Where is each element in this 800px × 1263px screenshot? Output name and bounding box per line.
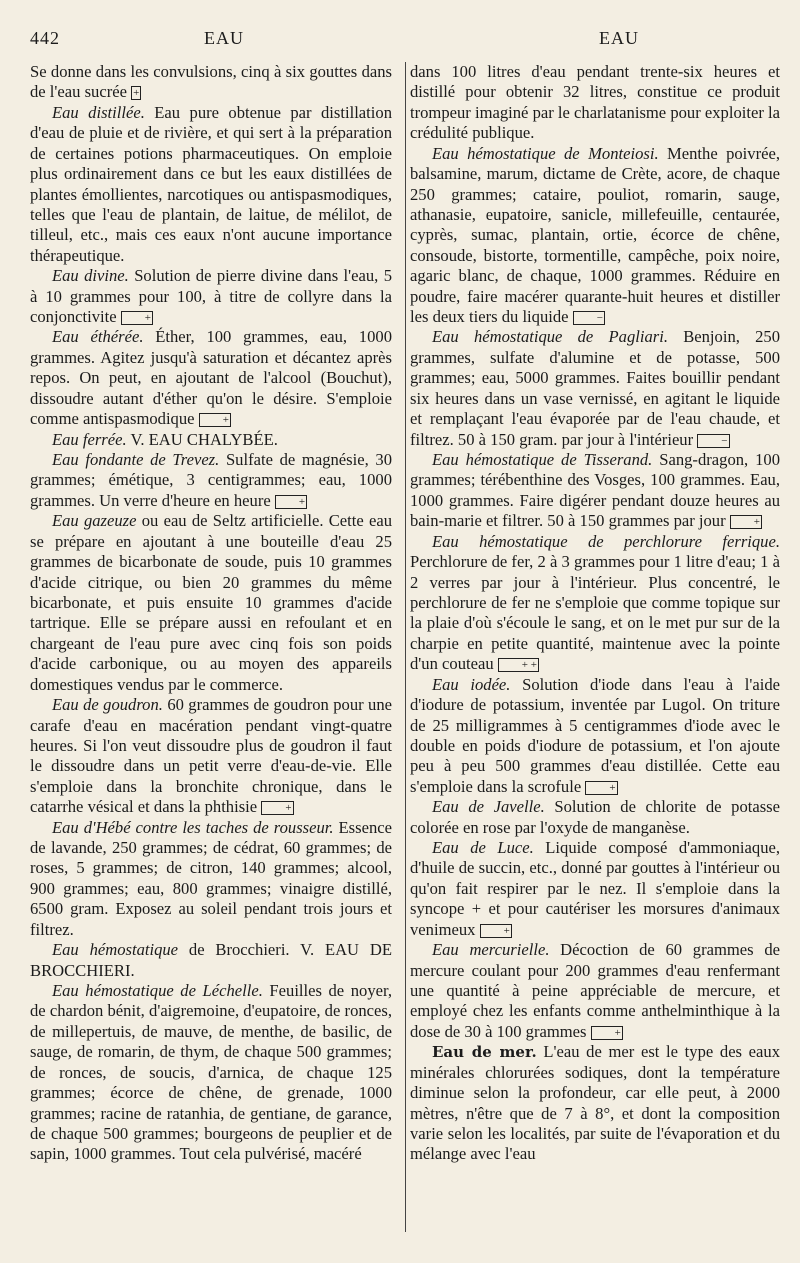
entry-paragraph xyxy=(410,62,780,144)
entry-paragraph xyxy=(410,327,780,450)
entry-term: Eau de Luce. xyxy=(432,838,534,858)
page-number: 442 xyxy=(30,28,60,48)
entry-paragraph xyxy=(410,1042,780,1165)
entry-term: Eau divine. xyxy=(52,266,129,286)
entry-text: L'eau de mer est le type des eaux minérales chlorurées sodiques, dont la température diminue selon la profondeur, car elle peut, à 2000 mètres, n'être que de 7 à 8°, et dont la composition varie selon les localités, par suite de l'évaporation et du mélange avec l'eau xyxy=(410,1042,780,1164)
efficacy-sign-icon: + xyxy=(199,413,231,427)
entry-text: Liquide composé d'ammoniaque, d'huile de succin, etc., donné par gouttes à l'intérieur ou qu'on fait respirer par le nez. Il s'emploie dans la syncope + et pour cautériser les morsures d'animaux venimeux xyxy=(410,838,780,939)
entry-paragraph xyxy=(30,695,392,818)
page-header xyxy=(22,28,782,54)
entry-term: Eau gazeuze xyxy=(52,511,137,531)
efficacy-sign-icon: + xyxy=(585,781,617,795)
running-head-right: EAU xyxy=(599,28,639,48)
entry-heading: Eau de mer. xyxy=(432,1043,537,1062)
entry-term: Eau distillée. xyxy=(52,102,145,122)
entry-paragraph xyxy=(30,981,392,1165)
entry-term: Eau hémostatique de Monteiosi. xyxy=(432,143,659,163)
entry-text: ou eau de Seltz artificielle. Cette eau se prépare en ajoutant à une bouteille d'eau 25 grammes de bicarbonate de soude, puis 10 grammes d'acide citrique, ou bien 20 grammes du même bicarbonate, et puis ensuite 10 grammes d'acide tartrique. Elle se prépare aussi en refoulant et en chargeant de l'eau pure avec cinq fois son poids d'acide carbonique, ou au moyen des appareils domestiques vendus par le commerce. xyxy=(30,511,392,694)
entry-term: Eau de Javelle. xyxy=(432,797,545,817)
entry-term: Eau ferrée. xyxy=(52,429,127,449)
entry-text: Eau pure obtenue par distillation d'eau de pluie et de rivière, et qui sert à la préparation de certaines potions pharmaceutiques. On emploie plus ordinairement dans ce but les eaux distillées de plantes émollientes, narcotiques ou antispasmodiques, telles que l'eau de plantain, de laitue, de mélilot, de tilleul, etc., mais ces eaux n'ont aucune importance thérapeutique. xyxy=(30,102,392,265)
entry-text: 60 grammes de goudron pour une carafe d'eau en macération pendant vingt-quatre heures. Si l'on veut dissoudre plus de goudron il faut le dissoudre dans un petit verre d'eau-de-vie. Elle s'emploie dans la bronchite chronique, dans le catarrhe vésical et dans la phthisie xyxy=(30,695,392,817)
entry-paragraph xyxy=(410,940,780,1042)
entry-paragraph xyxy=(410,532,780,675)
entry-paragraph xyxy=(410,675,780,798)
efficacy-sign-icon: + xyxy=(730,515,762,529)
entry-text: dans 100 litres d'eau pendant trente-six heures et distillé pour obtenir 32 litres, constitue ce produit trompeur imaginé par le charlatanisme pour exploiter la crédulité publique. xyxy=(410,62,780,143)
entry-paragraph xyxy=(30,818,392,941)
entry-text: Benjoin, 250 grammes, sulfate d'alumine et de potasse, 500 grammes; eau, 5000 grammes. Faites bouillir pendant six heures dans un vase vernissé, en agitant le liquide et remplaçant l'eau évaporée par de l'eau chaude, et filtrez. 50 à 150 gram. par jour à l'intérieur xyxy=(410,327,780,449)
entry-text: Se donne dans les convulsions, cinq à six gouttes dans de l'eau sucrée xyxy=(30,62,392,102)
left-column xyxy=(30,62,392,1165)
entry-paragraph xyxy=(410,450,780,532)
entry-text: Solution de chlorite de potasse colorée en rose par l'oxyde de manganèse. xyxy=(410,797,781,837)
efficacy-sign-icon: + xyxy=(275,495,307,509)
right-column xyxy=(410,62,780,1165)
entry-term: Eau mercurielle. xyxy=(432,940,550,960)
efficacy-sign-icon: + xyxy=(261,801,293,815)
entry-term: Eau hémostatique de Pagliari. xyxy=(432,327,668,347)
entry-paragraph xyxy=(410,797,780,838)
entry-text: Perchlorure de fer, 2 à 3 grammes pour 1 litre d'eau; 1 à 2 verres par jour à l'intérieur. Plus concentré, le perchlorure de fer ne s'emploie que comme topique sur la plaie d'où s'écoule le sang, et on le met pur sur de la charpie en petite quantité, maintenue avec la pointe d'un couteau xyxy=(410,552,780,674)
entry-term: Eau hémostatique de Léchelle. xyxy=(52,980,263,1000)
entry-text: Menthe poivrée, balsamine, marum, dictame de Crète, acore, de chaque 250 grammes; cataire, pouliot, romarin, sauge, athanasie, eupatoire, sanicle, millefeuille, centaurée, cyprès, sumac, plantain, ortie, écorce de chêne, consoude, bistorte, tormentille, campêche, poix noire, agaric blanc, de chaque, 1000 grammes. Réduire en poudre, faire macérer quarante-huit heures et distiller les deux tiers du liquide xyxy=(410,143,780,327)
entry-paragraph xyxy=(410,838,780,940)
efficacy-sign-icon: + xyxy=(133,87,140,100)
entry-text: Feuilles de noyer, de chardon bénit, d'aigremoine, d'eupatoire, de ronces, de millepertuis, de mauve, de menthe, de basilic, de sauge, de romarin, de thym, de chaque 500 grammes; de ronces, de soucis, d'arnica, de chaque 125 grammes; écorce de chêne, de grenade, 1000 grammes; racine de ratanhia, de gentiane, de garance, de chaque 500 grammes; bourgeons de peuplier et de sapin, 1000 grammes. Tout cela pulvérisé, macéré xyxy=(30,980,392,1164)
entry-paragraph xyxy=(30,940,392,981)
entry-paragraph xyxy=(30,327,392,429)
entry-text: Éther, 100 grammes, eau, 1000 grammes. Agitez jusqu'à saturation et décantez après repos. On peut, en ajoutant de l'alcool (Bouchut), dissoudre autant d'éther qu'on le désire. S'emploie comme antispasmodique xyxy=(30,327,392,429)
entry-term: Eau hémostatique de Tisserand. xyxy=(432,450,653,470)
entry-paragraph xyxy=(30,266,392,327)
entry-term: Eau iodée. xyxy=(432,674,511,694)
entry-paragraph xyxy=(410,144,780,328)
efficacy-sign-icon: + xyxy=(480,924,512,938)
entry-text: Solution de pierre divine dans l'eau, 5 à 10 grammes pour 100, à titre de collyre dans la conjonctivite xyxy=(30,266,393,327)
entry-paragraph xyxy=(30,450,392,511)
entry-term: Eau éthérée. xyxy=(52,327,144,347)
entry-text: V. EAU CHALYBÉE. xyxy=(126,429,278,449)
entry-term: Eau de goudron. xyxy=(52,695,163,715)
entry-paragraph xyxy=(30,511,392,695)
entry-paragraph xyxy=(30,62,392,103)
entry-paragraph xyxy=(30,103,392,266)
entry-text: Sulfate de magnésie, 30 grammes; émétique, 3 centigrammes; eau, 1000 grammes. Un verre d'heure en heure xyxy=(30,450,392,510)
entry-paragraph xyxy=(30,430,392,450)
entry-text: de Brocchieri. V. EAU DE BROCCHIERI. xyxy=(30,940,392,980)
efficacy-sign-icon: + + xyxy=(498,658,539,672)
efficacy-sign-icon: − xyxy=(697,434,729,448)
entry-text: Solution d'iode dans l'eau à l'aide d'iodure de potassium, inventée par Lugol. On triture de 25 milligrammes à 5 centigrammes d'iode avec le double en poids d'iodure de potassium, et l'on ajoute peu à peu 500 grammes d'eau distillée. Cette eau s'emploie dans la scrofule xyxy=(410,674,780,796)
entry-term: Eau d'Hébé contre les taches de rousseur. xyxy=(52,817,334,837)
running-head-left: EAU xyxy=(204,28,244,48)
efficacy-sign-icon: + xyxy=(591,1026,623,1040)
entry-text: Sang-dragon, 100 grammes; térébenthine des Vosges, 100 grammes. Eau, 1000 grammes. Faire digérer pendant douze heures au bain-marie et filtrer. 50 à 150 grammes par jour xyxy=(410,450,780,531)
entry-text: Décoction de 60 grammes de mercure coulant pour 200 grammes d'eau renfermant une quantité à peine appréciable de mercure, et employé chez les enfants comme anthelminthique à la dose de 30 à 100 grammes xyxy=(410,940,780,1041)
column-divider xyxy=(405,62,406,1232)
efficacy-sign-icon: − xyxy=(573,311,605,325)
entry-term: Eau hémostatique de perchlorure ferrique. xyxy=(432,531,780,551)
entry-term: Eau hémostatique xyxy=(52,940,179,960)
entry-text: Essence de lavande, 250 grammes; de cédrat, 60 grammes; de roses, 5 grammes; de citron, 140 grammes; alcool, 900 grammes; eau, 800 grammes; vinaigre distillé, 6500 gram. Exposez au soleil pendant trois jours et filtrez. xyxy=(30,817,392,939)
entry-term: Eau fondante de Trevez. xyxy=(52,450,220,470)
efficacy-sign-icon: + xyxy=(121,311,153,325)
